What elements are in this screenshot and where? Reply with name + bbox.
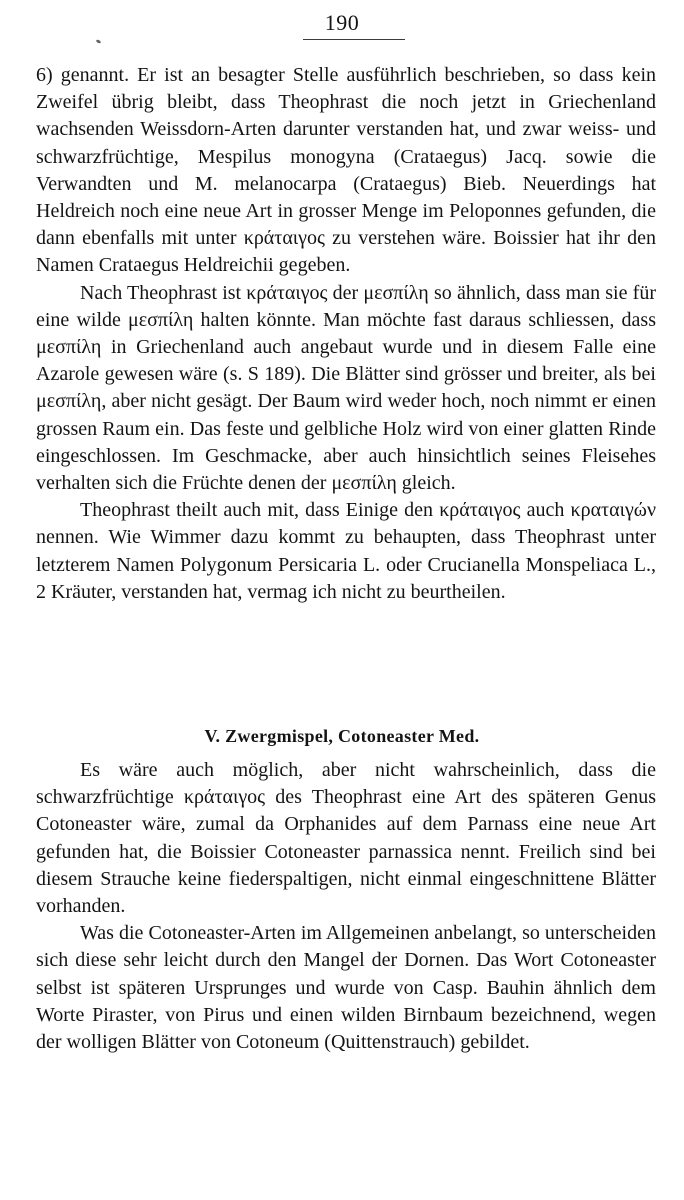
header-rule (303, 39, 405, 40)
page-header (0, 10, 684, 36)
paragraph: Nach Theophrast ist κράταιγος der μεσπίλη so ähnlich, dass man sie für eine wilde μεσπίλη halten könnte. Man möchte fast daraus schliessen, dass μεσπίλη in Griechenland auch angebaut wurde und in diesem Falle eine Azarole gewesen wäre (s. S 189). Die Blätter sind grösser und breiter, als bei μεσπίλη, aber nicht gesägt. Der Baum wird weder hoch, noch nimmt er einen grossen Raum ein. Das feste und gelbliche Holz wird von einer glatten Rinde eingeschlossen. Im Geschmacke, aber auch hinsichtlich seines Fleisehes verhalten sich die Früchte denen der μεσπίλη gleich. (36, 281, 656, 495)
page-number: 190 (324, 10, 360, 35)
body-text-after-section (36, 757, 656, 1056)
paragraph-continuation: 6) genannt. Er ist an besagter Stelle ausführlich beschrieben, so dass kein Zweifel übrig bleibt, dass Theophrast die noch jetzt in Griechenland wachsenden Weissdorn-Arten darunter verstanden hat, und zwar weiss- und schwarzfrüchtige, Mespilus monogyna (Crataegus) Jacq. sowie die Verwandten und M. melanocarpa (Crataegus) Bieb. Neuerdings hat Heldreich noch eine neue Art in grosser Menge im Peloponnes gefunden, die dann ebenfalls mit unter κράταιγος zu verstehen wäre. Boissier hat ihr den Namen Crataegus Heldreichii gegeben. (36, 64, 656, 277)
section-heading: V. Zwergmispel, Cotoneaster Med. (204, 726, 480, 746)
paragraph: Theophrast theilt auch mit, dass Einige den κράταιγος auch κραταιγών nennen. Wie Wimmer dazu kommt zu behaupten, dass Theophrast unter letzterem Namen Polygonum Persicaria L. oder Crucianella Monspeliaca L., 2 Kräuter, verstanden hat, vermag ich nicht zu beurtheilen. (36, 499, 656, 603)
ink-speck (96, 39, 102, 44)
paragraph: Es wäre auch möglich, aber nicht wahrscheinlich, dass die schwarzfrüchtige κράταιγος des Theophrast eine Art des späteren Genus Cotoneaster wäre, zumal da Orphanides auf dem Parnass eine neue Art gefunden hat, die Boissier Cotoneaster parnassica nennt. Freilich sind bei diesem Strauche keine fiederspaltigen, nicht einmal eingeschnittene Blätter vorhanden. (36, 759, 656, 918)
paragraph: Was die Cotoneaster-Arten im Allgemeinen anbelangt, so unterscheiden sich diese sehr leicht durch den Mangel der Dornen. Das Wort Cotoneaster selbst ist späteren Ursprunges und wurde von Casp. Bauhin ähnlich dem Worte Piraster, von Pirus und einen wilden Birnbaum bezeichnend, wegen der wolligen Blätter von Cotoneum (Quittenstrauch) gebildet. (36, 922, 656, 1054)
body-text-before-section (36, 62, 656, 606)
